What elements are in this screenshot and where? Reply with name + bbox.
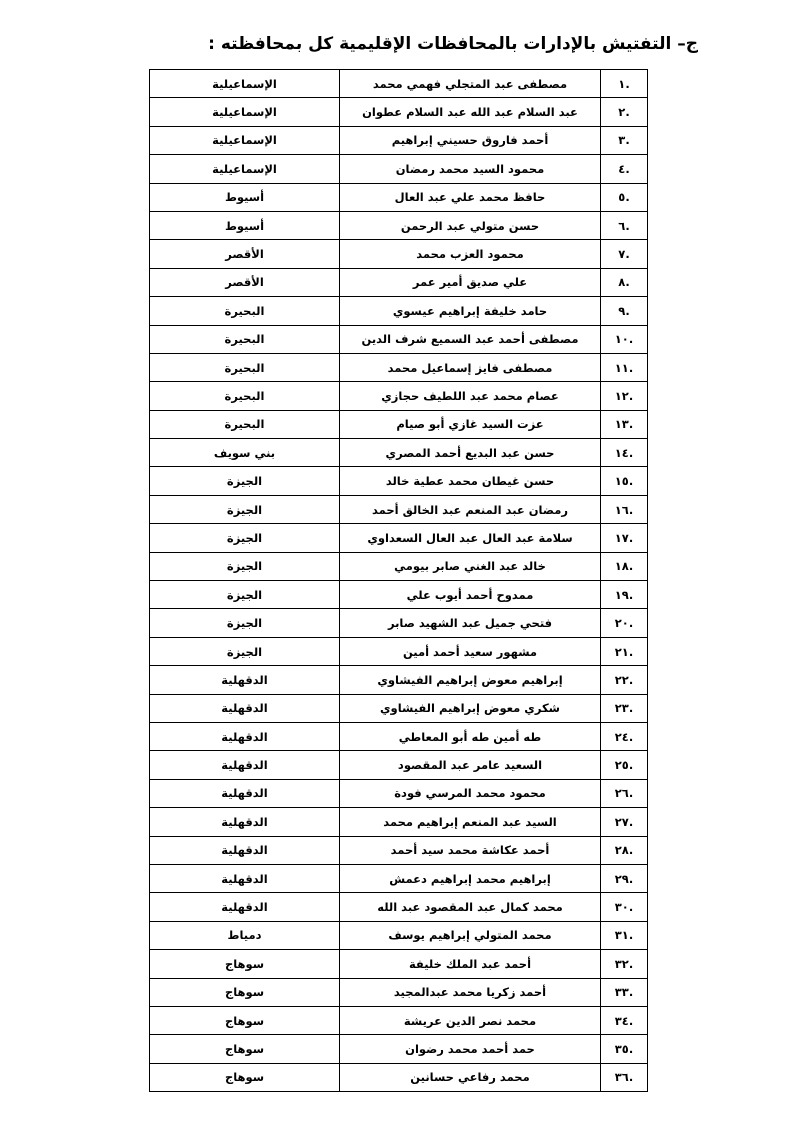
row-number: .٩ (601, 297, 648, 325)
table-row (150, 581, 648, 609)
table-row (150, 211, 648, 239)
inspector-name: مصطفى عبد المتجلي فهمي محمد (340, 70, 601, 98)
inspector-name: حسن متولي عبد الرحمن (340, 211, 601, 239)
inspector-name: حامد خليفة إبراهيم عيسوي (340, 297, 601, 325)
governorate: الجيزة (150, 581, 340, 609)
table-row (150, 495, 648, 523)
inspector-name: أحمد زكريا محمد عبدالمجيد (340, 978, 601, 1006)
table-row (150, 382, 648, 410)
governorate: الأقصر (150, 268, 340, 296)
inspector-name: خالد عبد الغني صابر بيومي (340, 552, 601, 580)
governorate: الجيزة (150, 467, 340, 495)
row-number: .١٩ (601, 581, 648, 609)
table-row (150, 637, 648, 665)
row-number: .١٥ (601, 467, 648, 495)
row-number: .١٤ (601, 439, 648, 467)
row-number: .٢١ (601, 637, 648, 665)
inspector-name: إبراهيم معوض إبراهيم الفيشاوي (340, 666, 601, 694)
table-row (150, 439, 648, 467)
row-number: .٣٤ (601, 1006, 648, 1034)
inspectors-table-body (150, 70, 648, 1092)
row-number: .٣٥ (601, 1035, 648, 1063)
row-number: .٣ (601, 126, 648, 154)
governorate: أسيوط (150, 183, 340, 211)
inspector-name: أحمد عبد الملك خليفة (340, 950, 601, 978)
governorate: الجيزة (150, 552, 340, 580)
governorate: الجيزة (150, 637, 340, 665)
inspector-name: حسن غيطان محمد عطية خالد (340, 467, 601, 495)
inspector-name: مصطفى فايز إسماعيل محمد (340, 353, 601, 381)
table-row (150, 552, 648, 580)
row-number: .٢٣ (601, 694, 648, 722)
inspector-name: عصام محمد عبد اللطيف حجازي (340, 382, 601, 410)
governorate: سوهاج (150, 1006, 340, 1034)
governorate: سوهاج (150, 950, 340, 978)
row-number: .٣٦ (601, 1063, 648, 1091)
row-number: .١٧ (601, 524, 648, 552)
governorate: الإسماعيلية (150, 70, 340, 98)
row-number: .١٨ (601, 552, 648, 580)
row-number: .١٣ (601, 410, 648, 438)
governorate: الإسماعيلية (150, 126, 340, 154)
governorate: الإسماعيلية (150, 98, 340, 126)
governorate: الأقصر (150, 240, 340, 268)
inspector-name: السيد عبد المنعم إبراهيم محمد (340, 808, 601, 836)
governorate: سوهاج (150, 1035, 340, 1063)
inspector-name: سلامة عبد العال عبد العال السعداوي (340, 524, 601, 552)
table-row (150, 694, 648, 722)
governorate: البحيرة (150, 325, 340, 353)
governorate: الدقهلية (150, 722, 340, 750)
row-number: .٢٢ (601, 666, 648, 694)
table-row (150, 779, 648, 807)
inspector-name: ممدوح أحمد أيوب علي (340, 581, 601, 609)
table-row (150, 950, 648, 978)
inspector-name: محمود محمد المرسي فودة (340, 779, 601, 807)
table-row (150, 1063, 648, 1091)
inspector-name: السعيد عامر عبد المقصود (340, 751, 601, 779)
table-row (150, 609, 648, 637)
inspector-name: محمود السيد محمد رمضان (340, 155, 601, 183)
governorate: الدقهلية (150, 808, 340, 836)
table-row (150, 836, 648, 864)
table-row (150, 268, 648, 296)
table-row (150, 155, 648, 183)
governorate: البحيرة (150, 297, 340, 325)
table-row (150, 921, 648, 949)
table-row (150, 410, 648, 438)
table-row (150, 183, 648, 211)
table-row (150, 325, 648, 353)
inspector-name: محمد رفاعي حسانين (340, 1063, 601, 1091)
inspector-name: محمد المتولي إبراهيم يوسف (340, 921, 601, 949)
governorate: الدقهلية (150, 666, 340, 694)
row-number: .٧ (601, 240, 648, 268)
inspector-name: عزت السيد غازي أبو صيام (340, 410, 601, 438)
inspector-name: طه أمين طه أبو المعاطي (340, 722, 601, 750)
table-row (150, 70, 648, 98)
table-row (150, 467, 648, 495)
inspector-name: عبد السلام عبد الله عبد السلام عطوان (340, 98, 601, 126)
governorate: سوهاج (150, 978, 340, 1006)
row-number: .٦ (601, 211, 648, 239)
table-row (150, 240, 648, 268)
governorate: البحيرة (150, 382, 340, 410)
inspector-name: مصطفى أحمد عبد السميع شرف الدين (340, 325, 601, 353)
governorate: الإسماعيلية (150, 155, 340, 183)
governorate: الدقهلية (150, 751, 340, 779)
inspector-name: محمد كمال عبد المقصود عبد الله (340, 893, 601, 921)
row-number: .٢٤ (601, 722, 648, 750)
row-number: .٢٠ (601, 609, 648, 637)
row-number: .١٢ (601, 382, 648, 410)
row-number: .١٠ (601, 325, 648, 353)
table-row (150, 98, 648, 126)
row-number: .٣١ (601, 921, 648, 949)
row-number: .٣٠ (601, 893, 648, 921)
governorate: الدقهلية (150, 864, 340, 892)
inspector-name: أحمد فاروق حسيني إبراهيم (340, 126, 601, 154)
inspector-name: محمود العزب محمد (340, 240, 601, 268)
row-number: .١٦ (601, 495, 648, 523)
row-number: .٣٣ (601, 978, 648, 1006)
inspector-name: شكري معوض إبراهيم الفيشاوي (340, 694, 601, 722)
row-number: .٥ (601, 183, 648, 211)
inspector-name: حسن عبد البديع أحمد المصري (340, 439, 601, 467)
governorate: البحيرة (150, 353, 340, 381)
row-number: .٢٥ (601, 751, 648, 779)
table-row (150, 978, 648, 1006)
table-row (150, 126, 648, 154)
table-row (150, 524, 648, 552)
inspector-name: حمد أحمد محمد رضوان (340, 1035, 601, 1063)
governorate: دمياط (150, 921, 340, 949)
row-number: .١ (601, 70, 648, 98)
table-row (150, 808, 648, 836)
inspector-name: فتحي جميل عبد الشهيد صابر (340, 609, 601, 637)
table-row (150, 666, 648, 694)
governorate: سوهاج (150, 1063, 340, 1091)
row-number: .٢٦ (601, 779, 648, 807)
governorate: الجيزة (150, 495, 340, 523)
inspector-name: علي صديق أمير عمر (340, 268, 601, 296)
governorate: البحيرة (150, 410, 340, 438)
row-number: .٤ (601, 155, 648, 183)
inspector-name: محمد نصر الدين عريشة (340, 1006, 601, 1034)
row-number: .٨ (601, 268, 648, 296)
row-number: .٢ (601, 98, 648, 126)
inspector-name: أحمد عكاشة محمد سيد أحمد (340, 836, 601, 864)
table-row (150, 893, 648, 921)
governorate: الدقهلية (150, 694, 340, 722)
governorate: أسيوط (150, 211, 340, 239)
row-number: .٢٩ (601, 864, 648, 892)
page-heading: ج– التفتيش بالإدارات بالمحافظات الإقليمية كل بمحافظته : (208, 34, 698, 54)
row-number: .١١ (601, 353, 648, 381)
inspector-name: رمضان عبد المنعم عبد الخالق أحمد (340, 495, 601, 523)
governorate: الدقهلية (150, 836, 340, 864)
table-row (150, 722, 648, 750)
row-number: .٣٢ (601, 950, 648, 978)
table-row (150, 353, 648, 381)
inspectors-table (149, 69, 648, 1092)
table-row (150, 1035, 648, 1063)
governorate: الجيزة (150, 609, 340, 637)
inspector-name: مشهور سعيد أحمد أمين (340, 637, 601, 665)
governorate: الدقهلية (150, 893, 340, 921)
row-number: .٢٨ (601, 836, 648, 864)
table-row (150, 1006, 648, 1034)
inspector-name: حافظ محمد علي عبد العال (340, 183, 601, 211)
governorate: الدقهلية (150, 779, 340, 807)
table-row (150, 297, 648, 325)
inspector-name: إبراهيم محمد إبراهيم دعمش (340, 864, 601, 892)
row-number: .٢٧ (601, 808, 648, 836)
governorate: بني سويف (150, 439, 340, 467)
table-row (150, 864, 648, 892)
table-row (150, 751, 648, 779)
governorate: الجيزة (150, 524, 340, 552)
